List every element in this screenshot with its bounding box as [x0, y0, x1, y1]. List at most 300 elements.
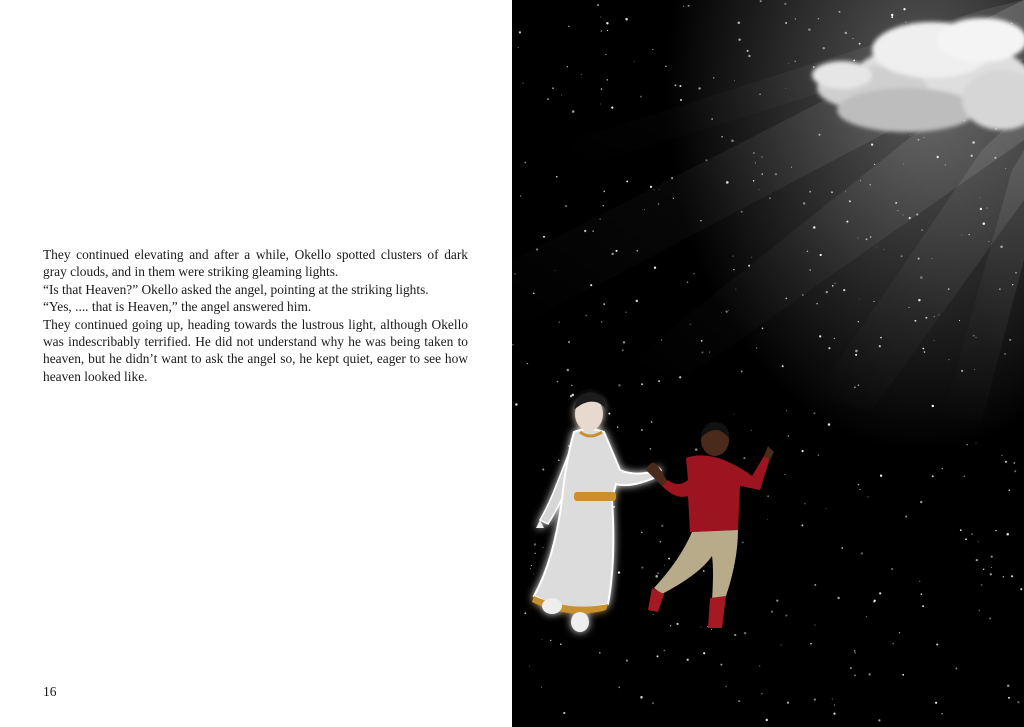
- star: [570, 395, 572, 397]
- star: [592, 230, 593, 231]
- star: [922, 348, 924, 350]
- star: [652, 49, 653, 50]
- star: [1014, 470, 1016, 472]
- paragraph-4: They continued going up, heading towards the lustrous light, although Okello was indescribably terrified. He did not understand why he was being taken to heaven, but he didn’t want to ask the angel so, he kept quiet, eager to see how heaven looked like.: [43, 316, 468, 384]
- star: [703, 652, 705, 654]
- star: [733, 269, 734, 270]
- star: [601, 321, 602, 322]
- star: [653, 614, 654, 615]
- star: [854, 650, 855, 651]
- star: [871, 143, 873, 145]
- star: [529, 666, 530, 667]
- star: [651, 421, 653, 423]
- star: [709, 352, 710, 353]
- star: [1015, 272, 1016, 273]
- star: [536, 248, 538, 250]
- star: [901, 255, 903, 257]
- star: [1008, 489, 1010, 491]
- star: [991, 567, 992, 568]
- star: [921, 229, 923, 231]
- star: [921, 593, 923, 595]
- star: [931, 258, 932, 259]
- star: [679, 376, 681, 378]
- star: [785, 88, 786, 89]
- star: [650, 186, 652, 188]
- star: [565, 205, 567, 207]
- star: [741, 211, 743, 213]
- illustration-page: [512, 0, 1024, 727]
- star: [652, 702, 654, 704]
- star: [641, 567, 643, 569]
- star: [1000, 245, 1003, 248]
- star: [679, 85, 681, 87]
- star: [861, 552, 863, 554]
- star: [550, 640, 551, 641]
- star: [701, 627, 702, 628]
- star: [808, 28, 811, 31]
- star: [1017, 701, 1019, 703]
- star: [654, 266, 656, 268]
- star: [781, 644, 782, 645]
- star: [1013, 462, 1015, 464]
- star: [771, 611, 773, 613]
- star: [948, 359, 949, 360]
- star: [759, 189, 760, 190]
- star: [572, 110, 575, 113]
- star: [721, 136, 723, 138]
- star: [879, 592, 881, 594]
- star: [611, 253, 613, 255]
- star: [976, 337, 977, 338]
- star: [981, 584, 983, 586]
- star: [726, 181, 729, 184]
- star: [854, 675, 856, 677]
- star: [849, 200, 851, 202]
- star: [874, 164, 875, 165]
- star: [870, 236, 871, 237]
- star: [832, 698, 833, 699]
- star: [858, 321, 859, 322]
- star: [999, 288, 1001, 290]
- star: [655, 575, 658, 578]
- star: [822, 47, 824, 49]
- star: [978, 610, 980, 612]
- star: [922, 605, 924, 607]
- star: [938, 314, 939, 315]
- star: [819, 134, 821, 136]
- star: [671, 177, 673, 179]
- star: [644, 209, 645, 210]
- star: [572, 394, 573, 395]
- star: [866, 238, 868, 240]
- star: [585, 315, 587, 317]
- star: [814, 584, 816, 586]
- star: [556, 176, 558, 178]
- star: [867, 496, 868, 497]
- star: [909, 217, 911, 219]
- star: [788, 435, 789, 436]
- star: [687, 281, 688, 282]
- star: [733, 256, 734, 257]
- star: [640, 696, 643, 699]
- star: [680, 99, 682, 101]
- star: [543, 236, 545, 238]
- star: [832, 285, 834, 287]
- star: [994, 157, 996, 159]
- star: [988, 241, 989, 242]
- star: [518, 47, 519, 48]
- star: [891, 568, 893, 570]
- star: [902, 215, 903, 216]
- star: [858, 484, 860, 486]
- star: [618, 571, 620, 573]
- star: [603, 191, 605, 193]
- star: [855, 350, 858, 353]
- star: [567, 369, 570, 372]
- star: [701, 340, 703, 342]
- star: [846, 221, 848, 223]
- star: [991, 556, 993, 558]
- star: [936, 643, 938, 645]
- star: [603, 303, 605, 305]
- star: [805, 503, 806, 504]
- star: [837, 597, 839, 599]
- star: [1020, 588, 1022, 590]
- star: [535, 553, 536, 554]
- star: [782, 365, 784, 367]
- star: [603, 205, 604, 206]
- star: [753, 180, 754, 181]
- star: [784, 3, 786, 5]
- star: [654, 189, 655, 190]
- star: [876, 246, 877, 247]
- star: [803, 202, 806, 205]
- star: [785, 297, 787, 299]
- star: [658, 380, 660, 382]
- star: [634, 61, 635, 62]
- star: [641, 532, 642, 533]
- star: [857, 238, 858, 239]
- star: [698, 87, 700, 89]
- star: [748, 55, 750, 57]
- star: [809, 191, 811, 193]
- star: [618, 384, 620, 386]
- star: [850, 667, 852, 669]
- star: [625, 312, 626, 313]
- star: [978, 541, 979, 542]
- star: [786, 410, 787, 411]
- star: [839, 11, 841, 13]
- star: [834, 704, 835, 705]
- star: [601, 88, 603, 90]
- star: [636, 300, 639, 303]
- star: [608, 413, 610, 415]
- star: [935, 702, 937, 704]
- star: [600, 16, 601, 17]
- star: [990, 573, 992, 575]
- star: [1005, 461, 1007, 463]
- star: [983, 222, 986, 225]
- star: [1005, 168, 1006, 169]
- star: [711, 118, 713, 120]
- star: [905, 22, 906, 23]
- star: [533, 574, 534, 575]
- star: [622, 349, 623, 350]
- star: [590, 284, 592, 286]
- star: [974, 369, 975, 370]
- star: [512, 344, 514, 346]
- star: [761, 693, 762, 694]
- star: [903, 8, 905, 10]
- star: [855, 354, 857, 356]
- star: [554, 270, 555, 271]
- star: [559, 322, 560, 323]
- star: [880, 337, 882, 339]
- star: [711, 629, 712, 630]
- star: [794, 61, 796, 63]
- star: [571, 385, 573, 387]
- star: [976, 559, 978, 561]
- star: [905, 515, 907, 517]
- star: [520, 195, 521, 196]
- star: [965, 538, 967, 540]
- star: [858, 384, 860, 386]
- star: [767, 495, 769, 497]
- star: [515, 403, 517, 405]
- star: [721, 312, 722, 313]
- star: [581, 74, 582, 75]
- star: [665, 66, 666, 67]
- star: [769, 197, 771, 199]
- star: [751, 430, 752, 431]
- star: [534, 543, 536, 545]
- star: [980, 197, 981, 198]
- star: [924, 351, 926, 353]
- star: [743, 457, 745, 459]
- star: [816, 303, 818, 305]
- star: [742, 541, 744, 543]
- star: [859, 43, 861, 45]
- star: [531, 565, 532, 566]
- star: [948, 288, 950, 290]
- star: [942, 468, 943, 469]
- star: [733, 414, 734, 415]
- star: [813, 66, 815, 68]
- star: [918, 139, 920, 141]
- star: [766, 719, 768, 721]
- star: [661, 339, 662, 340]
- star: [660, 541, 662, 543]
- star: [741, 370, 743, 372]
- star: [866, 616, 867, 617]
- star: [828, 423, 831, 426]
- star: [606, 22, 608, 24]
- star: [819, 335, 821, 337]
- star: [756, 347, 757, 348]
- star: [854, 386, 856, 388]
- star: [605, 54, 606, 55]
- star: [897, 210, 898, 211]
- star: [955, 668, 957, 670]
- star: [1009, 339, 1011, 341]
- star: [736, 289, 737, 290]
- star: [695, 448, 698, 451]
- star: [744, 632, 747, 635]
- star: [814, 624, 815, 625]
- star: [533, 293, 535, 295]
- star: [945, 164, 946, 165]
- star: [541, 687, 542, 688]
- star: [658, 203, 660, 205]
- star: [759, 94, 761, 96]
- star: [869, 184, 870, 185]
- star: [650, 448, 652, 450]
- star: [843, 289, 845, 291]
- star: [813, 412, 815, 414]
- star: [1004, 353, 1006, 355]
- star: [738, 22, 741, 25]
- story-text: [43, 246, 468, 385]
- star: [707, 626, 708, 627]
- star: [860, 180, 861, 181]
- star: [968, 234, 970, 236]
- star: [617, 426, 618, 427]
- star: [960, 529, 962, 531]
- star: [1006, 533, 1009, 536]
- star: [924, 137, 925, 138]
- star: [995, 530, 996, 531]
- star: [568, 26, 569, 27]
- star: [1003, 576, 1005, 578]
- star: [755, 162, 756, 163]
- star: [1007, 685, 1009, 687]
- star: [690, 324, 691, 325]
- star: [547, 98, 548, 99]
- star: [959, 320, 960, 321]
- star: [1011, 575, 1013, 577]
- star: [747, 50, 749, 52]
- star: [936, 156, 938, 158]
- star: [664, 565, 665, 566]
- star: [683, 6, 684, 7]
- star: [734, 634, 736, 636]
- star: [530, 568, 531, 569]
- star: [561, 95, 562, 96]
- star: [527, 363, 529, 365]
- star: [626, 659, 628, 661]
- star: [618, 686, 620, 688]
- star: [623, 341, 625, 343]
- star: [932, 475, 934, 477]
- star: [809, 269, 811, 271]
- star: [826, 508, 827, 509]
- star: [640, 96, 642, 98]
- star: [1002, 455, 1003, 456]
- star: [568, 341, 570, 343]
- star: [541, 639, 542, 640]
- star: [841, 547, 843, 549]
- star: [751, 257, 752, 258]
- star: [980, 208, 982, 210]
- star: [673, 198, 674, 199]
- star: [519, 31, 521, 33]
- star: [787, 702, 789, 704]
- star: [1008, 697, 1010, 699]
- star: [903, 163, 904, 164]
- star: [1012, 284, 1013, 285]
- star: [700, 220, 702, 222]
- star: [873, 301, 874, 302]
- star: [807, 251, 809, 253]
- star: [826, 291, 828, 293]
- star: [607, 79, 608, 80]
- star: [810, 643, 812, 645]
- star: [785, 474, 786, 475]
- star: [920, 276, 923, 279]
- star: [670, 625, 671, 626]
- star: [600, 103, 601, 104]
- star: [934, 340, 935, 341]
- star: [918, 299, 920, 301]
- star: [775, 173, 777, 175]
- star: [726, 310, 728, 312]
- star: [759, 666, 760, 667]
- star: [916, 214, 918, 216]
- star: [814, 699, 816, 701]
- star: [879, 345, 881, 347]
- star: [795, 18, 796, 19]
- star: [852, 38, 853, 39]
- star: [731, 140, 734, 143]
- star: [914, 320, 916, 322]
- star: [834, 338, 835, 339]
- star: [845, 32, 847, 34]
- star: [828, 347, 830, 349]
- star: [563, 712, 565, 714]
- star: [615, 250, 617, 252]
- star: [986, 207, 987, 208]
- star: [738, 700, 740, 702]
- star: [611, 107, 613, 109]
- star: [668, 558, 670, 560]
- star: [522, 83, 523, 84]
- star: [600, 219, 601, 220]
- star: [976, 443, 977, 444]
- star: [869, 673, 871, 675]
- star: [813, 226, 815, 228]
- paragraph-2: “Is that Heaven?” Okello asked the angel, pointing at the striking lights.: [43, 281, 429, 297]
- star: [734, 80, 735, 81]
- star: [909, 307, 910, 308]
- star: [785, 22, 787, 24]
- star: [891, 16, 893, 18]
- star: [983, 569, 984, 570]
- star: [859, 489, 860, 490]
- star: [601, 30, 603, 32]
- star: [920, 501, 922, 503]
- star: [705, 159, 707, 161]
- star: [753, 152, 755, 154]
- star: [883, 249, 884, 250]
- star: [542, 468, 544, 470]
- star: [967, 444, 968, 445]
- star: [713, 77, 715, 79]
- page-number: 16: [43, 684, 57, 699]
- star: [845, 191, 846, 192]
- star: [802, 450, 804, 452]
- star: [688, 5, 690, 7]
- star: [785, 614, 787, 616]
